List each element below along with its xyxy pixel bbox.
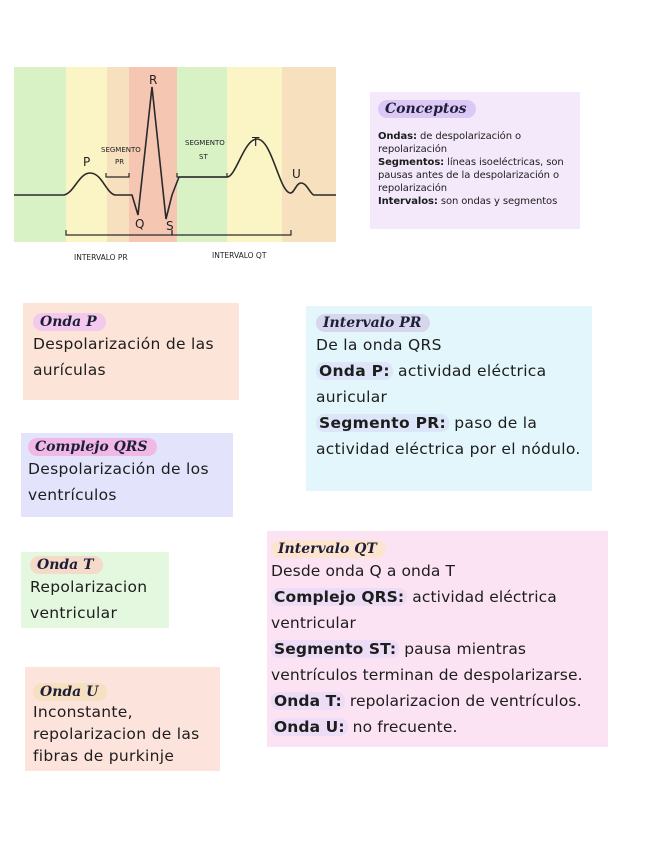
onda-p-card [23,303,239,400]
onda-p-title: Onda P [33,313,106,331]
label-u: U [292,167,301,181]
band-orange-pr [107,67,129,242]
complejo-qrs-desc: actividad eléctrica ventricular [271,588,557,632]
conceptos-card [370,92,580,229]
segmentos-text: líneas isoeléctricas, son pausas antes de la despolarización o repolarización [378,157,564,194]
label-intervalo-qt: INTERVALO QT [212,251,267,260]
onda-t-title: Onda T [30,556,103,574]
onda-t-text: Repolarizacion ventricular [30,578,148,622]
complejo-qrs-text: Despolarización de los ventrículos [28,460,209,504]
band-yellow-t [227,67,282,242]
complejo-qrs-title: Complejo QRS [28,438,157,456]
onda-p-desc: actividad eléctrica auricular [316,362,547,406]
segmento-st-label: Segmento ST: [271,640,399,658]
intervalo-pr-line1: De la onda QRS [316,336,442,354]
label-p: P [83,155,91,169]
complejo-qrs-label: Complejo QRS: [271,588,407,606]
segmento-st-desc: pausa mientras ventrículos terminan de despolarizarse. [271,640,583,684]
ecg-diagram [14,67,338,267]
onda-u-title: Onda U [33,683,107,701]
label-segmento-pr-2: PR [115,158,125,166]
ondas-text: de despolarización o repolarización [378,131,522,155]
intervalo-pr-title: Intervalo PR [316,314,430,332]
label-t: T [252,135,260,149]
segmento-pr-desc: paso de la actividad eléctrica por el nódulo. [316,414,581,458]
onda-u-label: Onda U: [271,718,348,736]
intervalo-qt-title: Intervalo QT [271,540,386,558]
onda-p-text: Despolarización de las aurículas [33,335,214,379]
conceptos-title: Conceptos [378,100,476,118]
intervalos-text: son ondas y segmentos [437,196,558,207]
complejo-qrs-card [21,433,233,517]
conceptos-text [378,130,572,208]
onda-t-card [21,552,169,628]
onda-u-desc: no frecuente. [347,718,458,736]
label-q: Q [135,217,145,231]
intervalo-pr-text [316,332,584,462]
onda-t-label: Onda T: [271,692,345,710]
label-s: S [166,219,174,233]
ondas-label: Ondas: [378,131,417,142]
onda-p-label: Onda P: [316,362,393,380]
intervalo-pr-card [306,306,592,491]
label-intervalo-pr: INTERVALO PR [74,253,128,262]
onda-t-desc: repolarizacion de ventrículos. [344,692,582,710]
label-segmento-st-1: SEGMENTO [185,139,225,147]
onda-u-card [25,667,220,771]
label-segmento-st-2: ST [199,153,208,161]
label-segmento-pr-1: SEGMENTO [101,146,141,154]
segmento-pr-label: Segmento PR: [316,414,449,432]
band-green-left [14,67,66,242]
band-orange-u [282,67,336,242]
label-r: R [149,73,158,87]
intervalo-qt-card [267,531,608,747]
segmentos-label: Segmentos: [378,157,445,168]
intervalo-qt-text [271,558,602,740]
onda-u-text: Inconstante, repolarizacion de las fibras de purkinje [33,703,200,765]
intervalo-qt-line1: Desde onda Q a onda T [271,562,456,580]
intervalos-label: Intervalos: [378,196,438,207]
